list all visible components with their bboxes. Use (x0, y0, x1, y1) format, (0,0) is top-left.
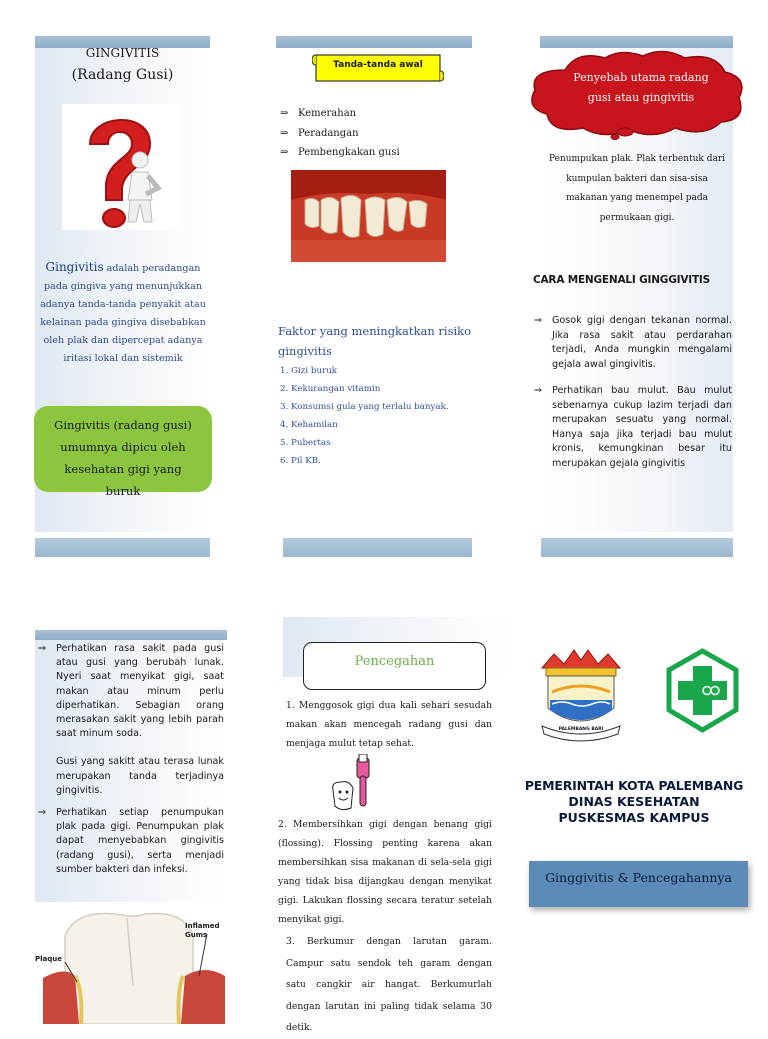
recognize-heading: CARA MENGENALI GINGGIVITIS (533, 274, 710, 286)
signs-list (280, 104, 470, 163)
list-item: ⇒ Kemerahan (280, 104, 470, 124)
panel2-top-bar (276, 36, 472, 48)
page-title: GINGIVITIS (85, 46, 160, 60)
logo-ribbon-text: PALEMBANG BARI (558, 727, 604, 732)
risk-factors-title: Faktor yang meningkatkan risiko gingivitis (278, 324, 472, 358)
list-item: 3. Konsumsi gula yang terlalu banyak. (280, 402, 449, 412)
list-item: 2. Kekurangan vitamin (280, 384, 381, 394)
intro-text: adalah peradangan pada gingiva yang menunjukkan adanya tanda-tanda penyakit atau kelainan pada gingiva disebabkan oleh plak dan dipercepat adanya iritasi lokal dan sistemik (40, 263, 206, 364)
red-cloud-callout (525, 48, 749, 140)
panel4-top-bar (35, 630, 227, 640)
org-name-line-1: PEMERINTAH KOTA PALEMBANG (524, 778, 744, 793)
symptom-extra-text: Gusi yang sakitt atau terasa lunak merupakan tanda terjadinya gingivitis. (56, 756, 224, 796)
symptoms-list (38, 642, 224, 877)
question-mark-figure-image (62, 104, 180, 230)
list-item: 5. Pubertas (280, 438, 331, 448)
org-name-line-2: DINAS KESEHATAN (568, 794, 700, 809)
prevention-step-1: 1. Menggosok gigi dua kali sehari sesudah makan akan mencegah radang gusi dan menjaga mulut tetap sehat. (286, 700, 492, 749)
label-plaque: Plaque (35, 955, 62, 963)
intro-term: Gingivitis (45, 260, 104, 274)
banner-label: Tanda-tanda awal (333, 60, 423, 70)
prevention-heading: Pencegahan (354, 654, 435, 669)
recognize-list (534, 314, 732, 471)
panel3-top-bar (540, 36, 733, 48)
cause-paragraph: Penumpukan plak. Plak terbentuk dari kumpulan bakteri dan sisa-sisa makanan yang menempel pada permukaan gigi. (548, 154, 726, 223)
symptom-text: ⇒ Perhatikan rasa sakit pada gusi atau gusi yang berubah lunak. Nyeri saat menyikat gigi, saat makan atau minum perlu diperhatikan. Sebagian orang merasakan sakit yang lebih parah saat minum soda. (56, 643, 224, 740)
brochure-title: Ginggivitis & Pencegahannya (545, 870, 732, 885)
palembang-city-logo (538, 646, 624, 742)
puskesmas-cross-logo (660, 648, 745, 733)
list-item: ⇒ Pembengkakan gusi (280, 143, 470, 163)
panel1-bottom-bar (35, 538, 210, 557)
risk-factors-list (280, 362, 475, 470)
list-item: ⇒ Perhatikan bau mulut. Bau mulut sebenarnya cukup lazim terjadi dan merupakan sesuatu yang normal. Hanya saja jika terjadi bau mulut kronis, kemungkinan besar itu merupakan gejala gingivitis (534, 384, 732, 471)
green-callout-text: Gingivitis (radang gusi) umumnya dipicu oleh kesehatan gigi yang buruk (54, 418, 192, 498)
inflamed-gums-photo (291, 170, 446, 262)
prevention-step-2: 2. Membersihkan gigi dengan benang gigi (flossing). Flossing penting karena akan membersihkan sisa makanan di sela-sela gigi yang tidak bisa dijangkau dengan menyikat gigi. Lakukan flossing secara teratur setelah menyikat gigi. (278, 819, 492, 925)
green-callout-box (34, 406, 212, 498)
list-item: 6. Pil KB. (280, 456, 321, 466)
list-item (38, 642, 224, 798)
plaque-diagram-image (35, 906, 227, 1024)
list-item: ⇒ Peradangan (280, 124, 470, 144)
prevention-heading-box (303, 642, 486, 690)
brochure-title-box (529, 861, 748, 907)
prevention-step-3: 3. Berkumur dengan larutan garam. Campur satu sendok teh garam dengan satu cangkir air hangat. Berkumurlah dengan larutan ini paling tidak selama 30 detik. (286, 936, 492, 1033)
list-item: 1. Gizi buruk (280, 366, 338, 376)
banner-scroll (312, 52, 444, 86)
toothbrush-cartoon-image (327, 754, 379, 816)
label-inflamed-gums: Inflamed Gums (185, 922, 220, 939)
intro-paragraph (38, 258, 208, 368)
page-subtitle: (Radang Gusi) (71, 67, 174, 83)
list-item: ⇒ Gosok gigi dengan tekanan normal. Jika rasa sakit atau perdarahan terjadi, Anda mungkin mengalami gejala awal gingivitis. (534, 314, 732, 372)
panel3-bottom-bar (541, 538, 733, 557)
cloud-text: Penyebab utama radang gusi atau gingivitis (573, 71, 709, 104)
list-item: ⇒ Perhatikan setiap penumpukan plak pada gigi. Penumpukan plak dapat menyebabkan gingivitis (radang gusi), serta menjadi sumber bakteri dan infeksi. (38, 806, 224, 877)
org-name-line-3: PUSKESMAS KAMPUS (558, 810, 710, 825)
panel2-bottom-bar (283, 538, 472, 557)
list-item: 4. Kehamilan (280, 420, 338, 430)
